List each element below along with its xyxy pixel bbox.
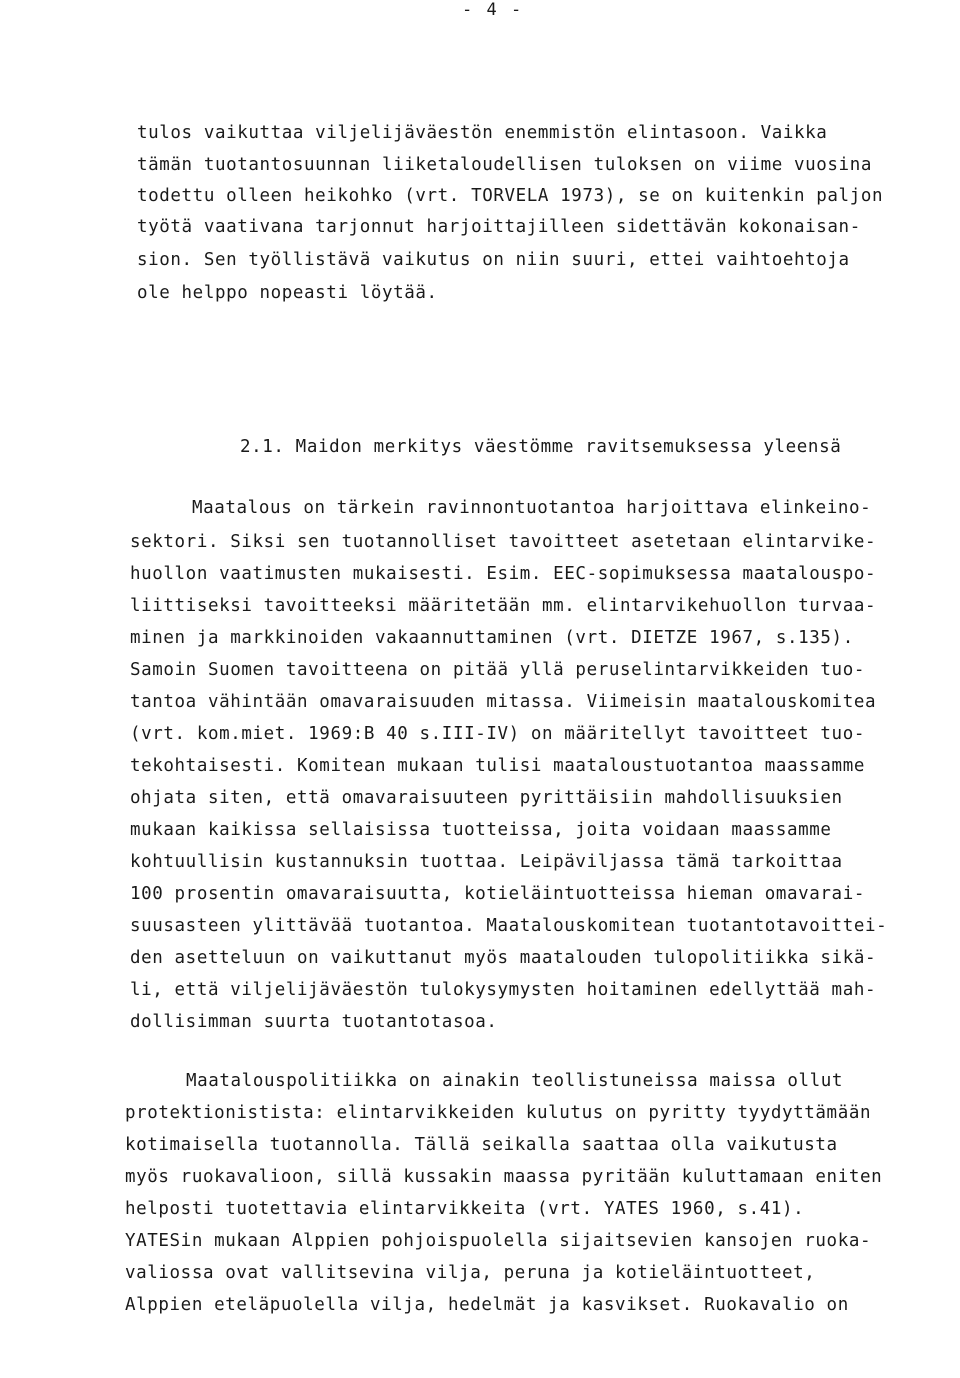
- text-line: liittiseksi tavoitteeksi määritetään mm. elintarvikehuollon turvaa-: [130, 596, 877, 616]
- text-line: sion. Sen työllistävä vaikutus on niin suuri, ettei vaihtoehtoja: [137, 250, 850, 270]
- text-line: Samoin Suomen tavoitteena on pitää yllä peruselintarvikkeiden tuo-: [130, 660, 865, 680]
- text-line: den asetteluun on vaikuttanut myös maatalouden tulopolitiikka sikä-: [130, 948, 877, 968]
- text-line: työtä vaativana tarjonnut harjoittajilleen sidettävän kokonaisan-: [137, 217, 861, 237]
- text-line: Alppien eteläpuolella vilja, hedelmät ja kasvikset. Ruokavalio on: [125, 1295, 849, 1315]
- page-number: - 4 -: [462, 0, 524, 20]
- text-line: mukaan kaikissa sellaisissa tuotteissa, joita voidaan maassamme: [130, 820, 832, 840]
- text-line: dollisimman suurta tuotantotasoa.: [130, 1012, 498, 1032]
- text-line: kohtuullisin kustannuksin tuottaa. Leipäviljassa tämä tarkoittaa: [130, 852, 843, 872]
- text-line: tämän tuotantosuunnan liiketaloudellisen tuloksen on viime vuosina: [137, 155, 872, 175]
- text-line: YATESin mukaan Alppien pohjoispuolella sijaitsevien kansojen ruoka-: [125, 1231, 872, 1251]
- text-line: tantoa vähintään omavaraisuuden mitassa. Viimeisin maatalouskomitea: [130, 692, 877, 712]
- text-line: myös ruokavalioon, sillä kussakin maassa pyritään kuluttamaan eniten: [125, 1167, 883, 1187]
- text-line: huollon vaatimusten mukaisesti. Esim. EEC-sopimuksessa maatalouspo-: [130, 564, 877, 584]
- text-line: Maatalouspolitiikka on ainakin teollistuneissa maissa ollut: [186, 1071, 844, 1091]
- text-line: tekohtaisesti. Komitean mukaan tulisi maataloustuotantoa maassamme: [130, 756, 865, 776]
- text-line: suusasteen ylittävää tuotantoa. Maatalouskomitean tuotantotavoittei-: [130, 916, 888, 936]
- text-line: tulos vaikuttaa viljelijäväestön enemmistön elintasoon. Vaikka: [137, 123, 828, 143]
- text-line: minen ja markkinoiden vakaannuttaminen (vrt. DIETZE 1967, s.135).: [130, 628, 854, 648]
- text-line: 100 prosentin omavaraisuutta, kotieläintuotteissa hieman omavarai-: [130, 884, 865, 904]
- text-line: valiossa ovat vallitsevina vilja, peruna ja kotieläintuotteet,: [125, 1263, 816, 1283]
- text-line: (vrt. kom.miet. 1969:B 40 s.III-IV) on määritellyt tavoitteet tuo-: [130, 724, 865, 744]
- text-line: Maatalous on tärkein ravinnontuotantoa harjoittava elinkeino-: [192, 498, 872, 518]
- text-line: helposti tuotettavia elintarvikkeita (vrt. YATES 1960, s.41).: [125, 1199, 805, 1219]
- text-line: ohjata siten, että omavaraisuuteen pyrittäisiin mahdollisuuksien: [130, 788, 843, 808]
- text-line: ole helppo nopeasti löytää.: [137, 283, 438, 303]
- section-heading: 2.1. Maidon merkitys väestömme ravitsemuksessa yleensä: [240, 437, 842, 457]
- text-line: kotimaisella tuotannolla. Tällä seikalla saattaa olla vaikutusta: [125, 1135, 838, 1155]
- text-line: todettu olleen heikohko (vrt. TORVELA 1973), se on kuitenkin paljon: [137, 186, 884, 206]
- text-line: li, että viljelijäväestön tulokysymysten hoitaminen edellyttää mah-: [130, 980, 877, 1000]
- text-line: protektionistista: elintarvikkeiden kulutus on pyritty tyydyttämään: [125, 1103, 872, 1123]
- text-line: sektori. Siksi sen tuotannolliset tavoitteet asetetaan elintarvike-: [130, 532, 877, 552]
